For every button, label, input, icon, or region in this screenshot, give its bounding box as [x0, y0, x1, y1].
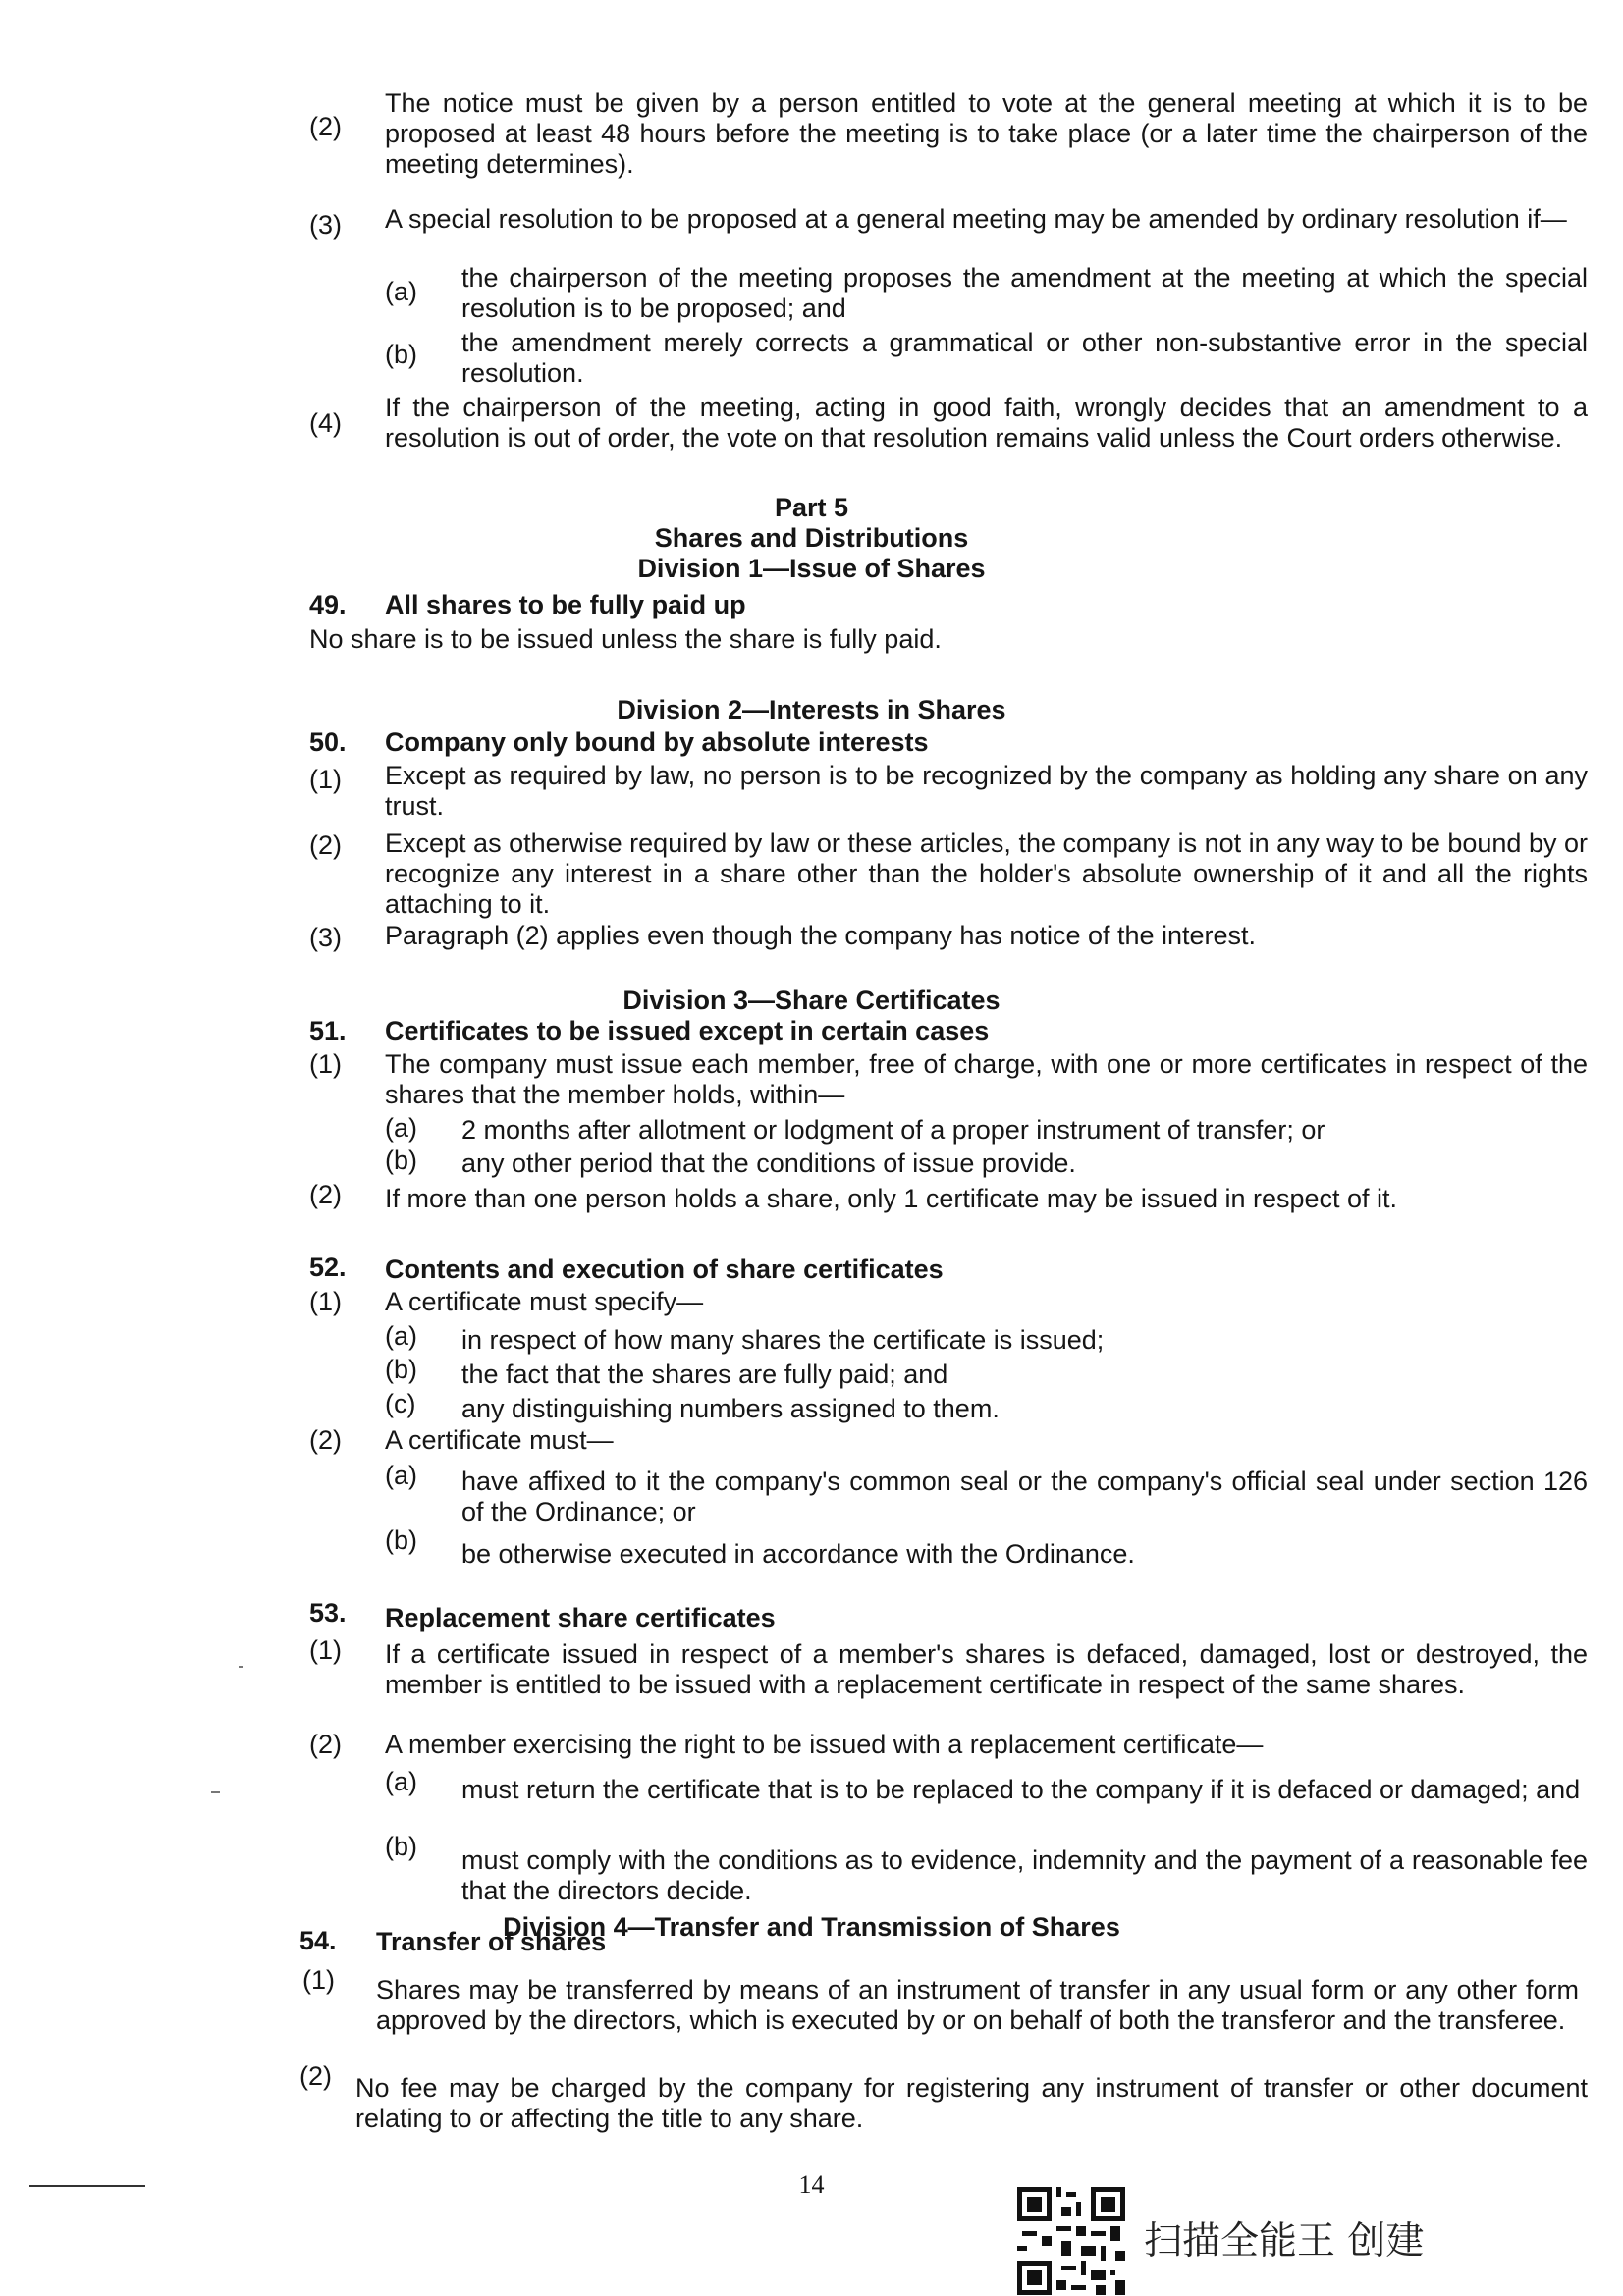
subpara-text: be otherwise executed in accordance with the Ordinance.: [461, 1539, 1135, 1569]
para-number: (2): [309, 1180, 342, 1209]
margin-line: [29, 2185, 145, 2187]
para-number: (2): [309, 1425, 342, 1455]
para-number: (2): [309, 830, 342, 860]
para-text: A special resolution to be proposed at a general meeting may be amended by ordinary resolution if—: [385, 204, 1567, 234]
para-text: No share is to be issued unless the share is fully paid.: [309, 624, 942, 654]
para-number: (2): [299, 2061, 332, 2091]
margin-mark: [211, 1791, 220, 1793]
section-number: 49.: [309, 590, 347, 619]
section-title: Certificates to be issued except in certain cases: [385, 1016, 990, 1045]
subpara-text: must comply with the conditions as to evidence, indemnity and the payment of a reasonable fee that the directors decide.: [461, 1845, 1588, 1905]
para-text: A certificate must specify—: [385, 1287, 704, 1316]
para-number: (3): [309, 923, 342, 952]
para-number: (2): [309, 112, 342, 141]
subpara-letter: (c): [385, 1389, 416, 1418]
para-number: (1): [309, 765, 342, 794]
para-number: (1): [302, 1965, 335, 1995]
para-number: (3): [309, 210, 342, 240]
para-text: Except as required by law, no person is to be recognized by the company as holding any share on any trust.: [385, 761, 1588, 821]
subpara-letter: (b): [385, 1355, 417, 1384]
subpara-text: in respect of how many shares the certificate is issued;: [461, 1325, 1105, 1355]
para-number: (4): [309, 408, 342, 438]
part-heading: Part 5: [774, 493, 849, 522]
subpara-letter: (b): [385, 1832, 417, 1861]
division-heading: Division 4—Transfer and Transmission of Shares: [503, 1912, 1120, 1942]
watermark-text: 扫描全能王 创建: [1144, 2219, 1425, 2264]
section-title: Transfer of shares: [376, 1927, 607, 1956]
para-text: The company must issue each member, free of charge, with one or more certificates in respect of the shares that the member holds, within—: [385, 1049, 1588, 1109]
para-number: (1): [309, 1635, 342, 1665]
subpara-text: any other period that the conditions of issue provide.: [461, 1148, 1076, 1178]
subpara-letter: (a): [385, 1321, 417, 1351]
subpara-text: the chairperson of the meeting proposes the amendment at the meeting at which the special resolution is to be proposed; and: [461, 263, 1588, 323]
subpara-letter: (a): [385, 1113, 417, 1143]
subpara-text: must return the certificate that is to be replaced to the company if it is defaced or damaged; and: [461, 1775, 1581, 1804]
para-text: If the chairperson of the meeting, acting in good faith, wrongly decides that an amendment to a resolution is out of order, the vote on that resolution remains valid unless the Court orders otherwise.: [385, 393, 1588, 453]
subpara-text: 2 months after allotment or lodgment of a proper instrument of transfer; or: [461, 1115, 1325, 1145]
section-title: Replacement share certificates: [385, 1603, 776, 1632]
page-number: 14: [798, 2170, 825, 2199]
qr-code-icon: [1017, 2187, 1125, 2295]
para-number: (1): [309, 1287, 342, 1316]
margin-mark: [239, 1666, 243, 1668]
section-number: 52.: [309, 1253, 347, 1282]
para-number: (1): [309, 1049, 342, 1079]
section-title: Contents and execution of share certificates: [385, 1255, 944, 1284]
subpara-text: the fact that the shares are fully paid; and: [461, 1360, 948, 1389]
section-number: 54.: [299, 1926, 337, 1955]
para-text: The notice must be given by a person entitled to vote at the general meeting at which it is to be proposed at least 48 hours before the meeting is to take place (or a later time the chairperson of the meeting determines).: [385, 88, 1588, 179]
section-number: 53.: [309, 1598, 347, 1628]
subpara-letter: (a): [385, 1461, 417, 1490]
division-heading: Division 2—Interests in Shares: [617, 695, 1006, 724]
para-text: A member exercising the right to be issued with a replacement certificate—: [385, 1730, 1264, 1759]
subpara-text: any distinguishing numbers assigned to them.: [461, 1394, 1000, 1423]
para-number: (2): [309, 1730, 342, 1759]
section-title: All shares to be fully paid up: [385, 590, 746, 619]
subpara-letter: (b): [385, 1146, 417, 1175]
subpara-text: have affixed to it the company's common seal or the company's official seal under section 126 of the Ordinance; or: [461, 1467, 1588, 1526]
para-text: No fee may be charged by the company for registering any instrument of transfer or other document relating to or affecting the title to any share.: [355, 2073, 1588, 2133]
division-heading: Division 3—Share Certificates: [622, 986, 1001, 1015]
subpara-letter: (a): [385, 277, 417, 306]
section-number: 50.: [309, 727, 347, 757]
para-text: If a certificate issued in respect of a member's shares is defaced, damaged, lost or destroyed, the member is entitled to be issued with a replacement certificate in respect of the same shares.: [385, 1639, 1588, 1699]
subpara-letter: (b): [385, 340, 417, 369]
part-subheading: Shares and Distributions: [654, 523, 969, 553]
subpara-letter: (b): [385, 1525, 417, 1555]
division-heading: Division 1—Issue of Shares: [637, 554, 986, 583]
section-title: Company only bound by absolute interests: [385, 727, 929, 757]
subpara-letter: (a): [385, 1767, 417, 1796]
para-text: A certificate must—: [385, 1425, 614, 1455]
para-text: Paragraph (2) applies even though the company has notice of the interest.: [385, 921, 1257, 950]
section-number: 51.: [309, 1016, 347, 1045]
para-text: Except as otherwise required by law or these articles, the company is not in any way to be bound by or recognize any interest in a share other than the holder's absolute ownership of it and all the rights attaching to it.: [385, 828, 1588, 919]
para-text: If more than one person holds a share, only 1 certificate may be issued in respect of it.: [385, 1184, 1398, 1213]
subpara-text: the amendment merely corrects a grammatical or other non-substantive error in the special resolution.: [461, 328, 1588, 388]
para-text: Shares may be transferred by means of an instrument of transfer in any usual form or any other form approved by the directors, which is executed by or on behalf of both the transferor and the transferee.: [376, 1975, 1579, 2035]
